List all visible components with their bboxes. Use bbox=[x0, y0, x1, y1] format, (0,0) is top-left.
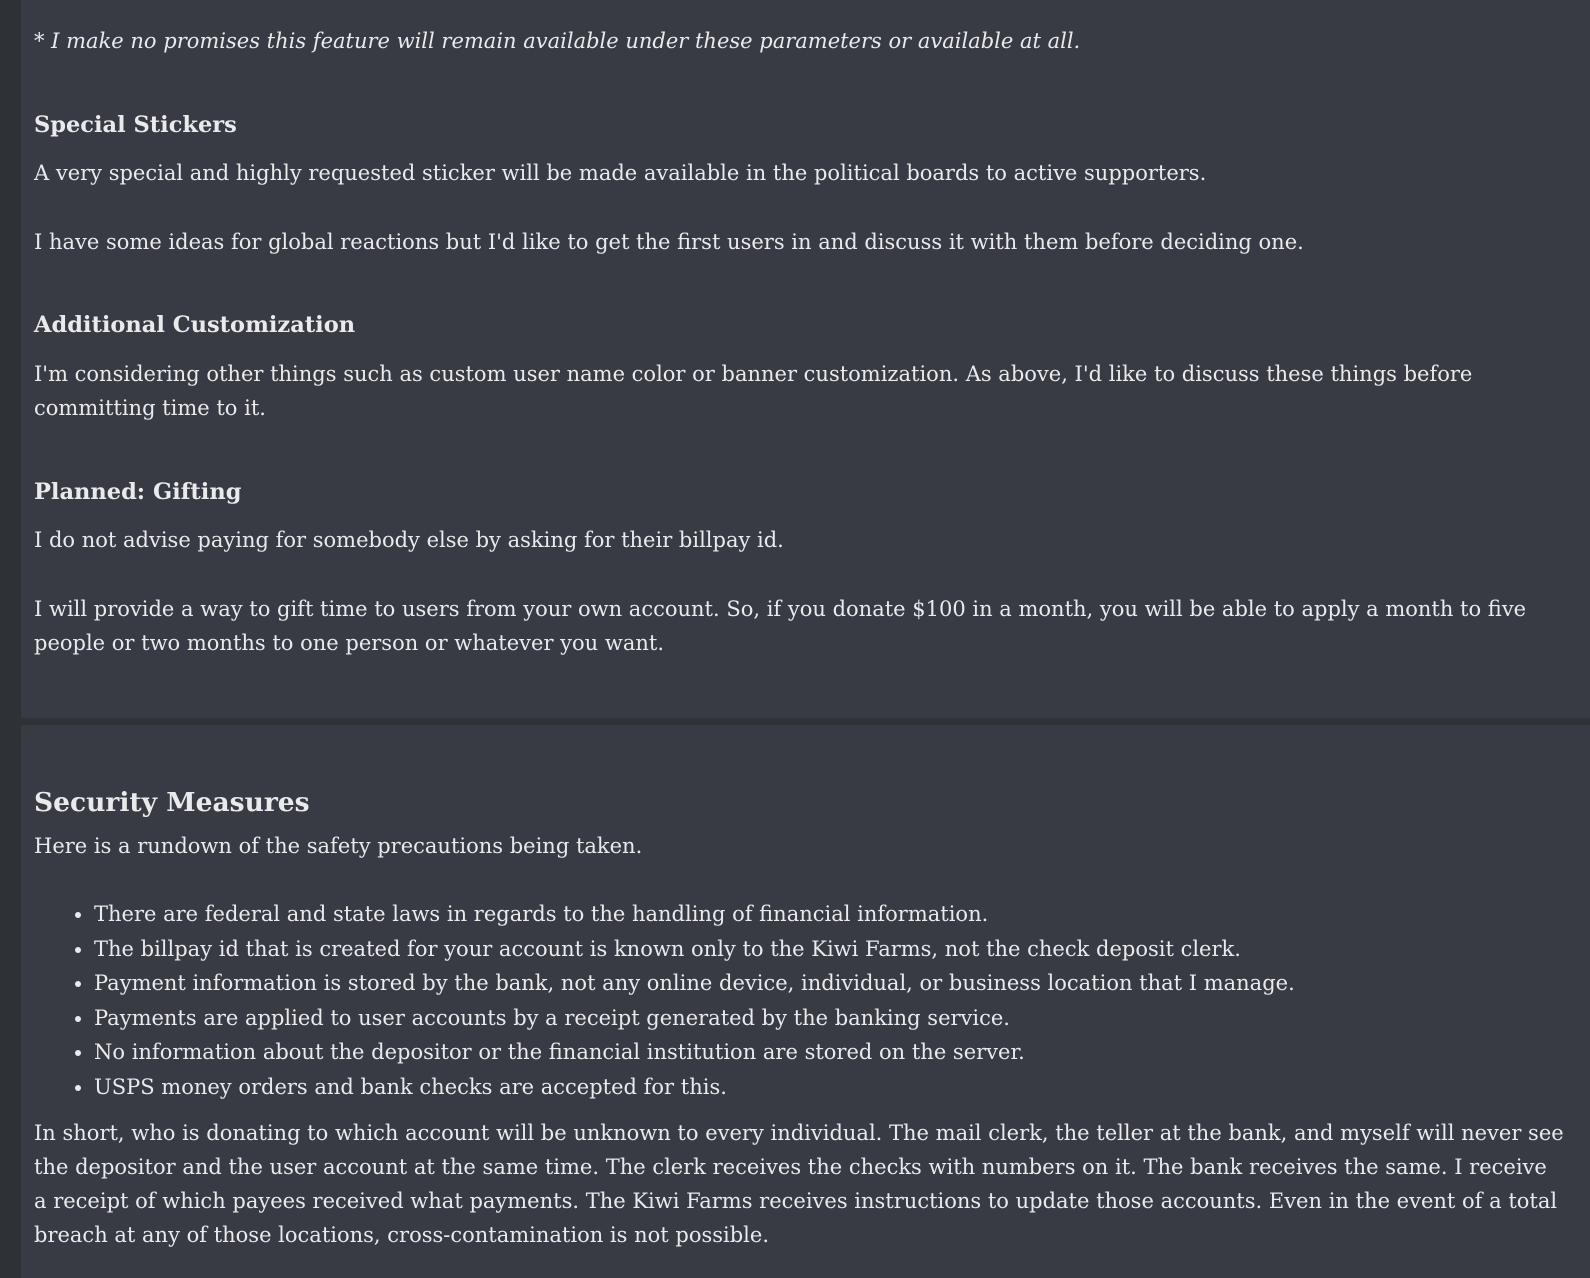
security-summary: In short, who is donating to which account will be unknown to every individual. The mail clerk, the teller at the bank, and myself will never see the depositor and the user account at the same time. The clerk receives the checks with numbers on it. The bank receives the same. I receive a receipt of which payees received what payments. The Kiwi Farms receives instructions to update those accounts. Even in the event of a total breach at any of those locations, cross-contamination is not possible. bbox=[34, 1121, 1564, 1247]
heading-special-stickers: Special Stickers bbox=[34, 112, 237, 138]
security-list bbox=[60, 897, 1295, 1104]
paragraph-gifting-2: I will provide a way to gift time to users from your own account. So, if you donate $100 in a month, you will be able to apply a month to five people or two months to one person or whatever you want. bbox=[34, 597, 1527, 655]
heading-additional-customization: Additional Customization bbox=[34, 312, 356, 338]
heading-planned-gifting: Planned: Gifting bbox=[34, 479, 242, 505]
paragraph-gifting-1: I do not advise paying for somebody else by asking for their billpay id. bbox=[34, 528, 784, 552]
list-item: • The billpay id that is created for your account is known only to the Kiwi Farms, not the check deposit clerk. bbox=[94, 932, 1295, 967]
post-body-top bbox=[21, 0, 1590, 718]
feature-disclaimer: * I make no promises this feature will remain available under these parameters or available at all. bbox=[34, 29, 1081, 53]
list-item: • Payments are applied to user accounts by a receipt generated by the banking service. bbox=[94, 1001, 1295, 1036]
paragraph-stickers-1: A very special and highly requested sticker will be made available in the political boards to active supporters. bbox=[34, 161, 1207, 185]
list-item: • There are federal and state laws in regards to the handling of financial information. bbox=[94, 897, 1295, 932]
paragraph-customization: I'm considering other things such as custom user name color or banner customization. As above, I'd like to discuss these things before committing time to it. bbox=[34, 362, 1473, 420]
list-item: • USPS money orders and bank checks are accepted for this. bbox=[94, 1070, 1295, 1105]
post-divider bbox=[21, 718, 1590, 725]
paragraph-stickers-2: I have some ideas for global reactions but I'd like to get the first users in and discuss it with them before deciding one. bbox=[34, 230, 1304, 254]
security-intro: Here is a rundown of the safety precautions being taken. bbox=[34, 834, 643, 858]
list-item: • Payment information is stored by the bank, not any online device, individual, or business location that I manage. bbox=[94, 966, 1295, 1001]
left-rail bbox=[0, 0, 21, 1278]
list-item: • No information about the depositor or the financial institution are stored on the server. bbox=[94, 1035, 1295, 1070]
heading-security-measures: Security Measures bbox=[34, 787, 310, 818]
